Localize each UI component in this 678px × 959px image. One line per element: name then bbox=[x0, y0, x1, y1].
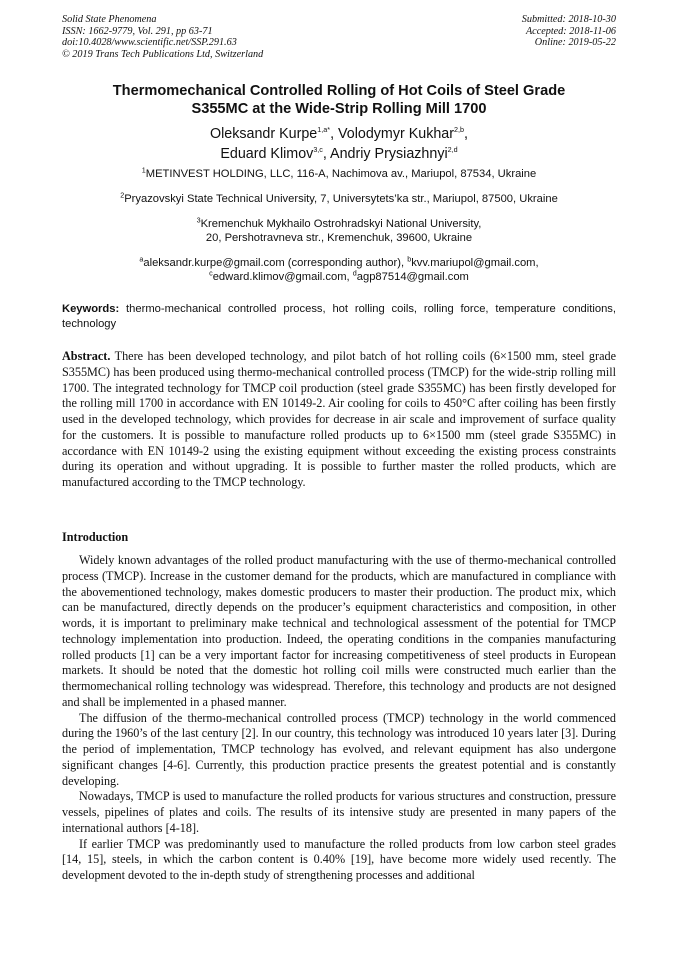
author-emails bbox=[62, 256, 616, 284]
author-sup: 3,c bbox=[313, 145, 323, 155]
paragraph: If earlier TMCP was predominantly used to manufacture the rolled products from low carbon steel grades [14, 15], steels, in which the carbon content is 0.40% [19], have become more widely used recently. The development devoted to the in-depth study of strengthening processes and additional bbox=[62, 836, 616, 882]
section-heading: Introduction bbox=[62, 530, 129, 544]
affiliation-text: Pryazovskyi State Technical University, 7, Universytets’ka str., Mariupol, 87500, Ukraine bbox=[124, 193, 558, 205]
copyright-line: © 2019 Trans Tech Publications Ltd, Switzerland bbox=[62, 48, 264, 60]
title-line-1: Thermomechanical Controlled Rolling of Hot Coils of Steel Grade bbox=[112, 83, 566, 99]
email-sup: a bbox=[139, 254, 144, 264]
email-sup: c bbox=[209, 268, 213, 278]
author-sup: 2,d bbox=[447, 145, 458, 155]
abstract-text: There has been developed technology, and pilot batch of hot rolling coils (6×1500 mm, steel grade S355MC) has been produced using thermo-mechanical controlled process (TMCP) for the wide-strip rolling mill 1700. The integrated technology for TMCP coil production (steel grade S355MC) has been firstly developed for the rolling mill 1700 in accordance with EN 10149-2. Air cooling for coils to 450°C after coiling has been firstly used in the developed technology, which provides for decrease in air scale and improvement of surface quality for the customers. It is possible to manufacture rolled products up to 6×1500 mm (steel grade S355MC) in accordance with EN 10149-2 using the existing equipment without exceeding the existing process constraints during its operation and without upgrading. It is possible to further master the rolled products, which are manufactured according to the TMCP technology. bbox=[62, 349, 616, 489]
email-text: aleksandr.kurpe@gmail.com (corresponding author), bbox=[143, 257, 408, 269]
keywords-label: Keywords: bbox=[62, 303, 120, 315]
affiliations bbox=[62, 167, 616, 295]
email-text: edward.klimov@gmail.com, bbox=[212, 271, 353, 283]
accepted-date: Accepted: 2018-11-06 bbox=[525, 25, 616, 37]
author-name: , Andriy Prysiazhnyi bbox=[322, 146, 448, 162]
author-sep: , bbox=[464, 126, 469, 142]
submission-dates bbox=[522, 14, 616, 49]
affiliation-sup: 2 bbox=[120, 190, 125, 200]
paragraph: Widely known advantages of the rolled product manufacturing with the use of thermo-mechanical controlled process (TMCP). Increase in the customer demand for the products, which are manufactured in compliance with the abovementioned technology, makes domestic producers to master their production. The product mix, which can be manufactured, directly depends on the producer’s equipment characteristics and composition, in other words, it is important to preliminary make technical and technological assessment of the potential for TMCP technology implementation into production. Indeed, the operating conditions in the companies manufacturing rolled products [1] can be a very important factor for increasing competitiveness of steel products in European markets. It should be noted that the domestic hot rolling coil mills were constructed much earlier than the thermomechanical rolling technology was widespread. Therefore, this technology and products are not designed and shall be implemented in a phased manner. bbox=[62, 553, 616, 709]
title-line-2: S355MC at the Wide-Strip Rolling Mill 1700 bbox=[191, 100, 487, 117]
author-sup: 2,b bbox=[454, 125, 465, 135]
journal-name: Solid State Phenomena bbox=[62, 14, 157, 25]
affiliation-sup: 3 bbox=[196, 215, 201, 225]
email-text: agp87514@gmail.com bbox=[356, 271, 469, 283]
author-line-2 bbox=[62, 144, 616, 164]
keywords bbox=[62, 302, 616, 331]
abstract bbox=[62, 349, 616, 491]
email-text: kvv.mariupol@gmail.com, bbox=[411, 257, 539, 269]
author-sup: 1,a* bbox=[317, 125, 331, 135]
online-date: Online: 2019-05-22 bbox=[534, 37, 616, 49]
submitted-date: Submitted: 2018-10-30 bbox=[521, 14, 616, 25]
email-sup: b bbox=[407, 254, 412, 264]
affiliation-text: METINVEST HOLDING, LLC, 116-A, Nachimova av., Mariupol, 87534, Ukraine bbox=[145, 168, 537, 180]
affiliation-sup: 1 bbox=[141, 165, 146, 175]
author-line-1 bbox=[62, 124, 616, 144]
keywords-text: thermo-mechanical controlled process, hot rolling coils, rolling force, temperature conditions, technology bbox=[62, 303, 616, 330]
journal-info bbox=[62, 14, 263, 60]
author-name: Eduard Klimov bbox=[220, 146, 314, 162]
paragraph: The diffusion of the thermo-mechanical controlled process (TMCP) technology in the world commenced during the 1960’s of the last century [2]. In our country, this technology was introduced 10 years later [3]. During the period of implementation, TMCP technology has evolved, and relevant equipment has also undergone significant changes [4-6]. Currently, this production practice presents the greatest potential and is constantly developing. bbox=[62, 710, 616, 788]
affiliation-address: 20, Pershotravneva str., Kremenchuk, 39600, Ukraine bbox=[205, 232, 473, 244]
affiliation-3 bbox=[62, 217, 616, 245]
abstract-label: Abstract. bbox=[62, 349, 111, 363]
affiliation-1 bbox=[62, 167, 616, 181]
affiliation-text: Kremenchuk Mykhailo Ostrohradskyi National University, bbox=[200, 218, 482, 230]
paragraph: Nowadays, TMCP is used to manufacture the rolled products for various structures and construction, pressure vessels, pipelines of plates and coils. The results of its intensive study are presented in many papers of the international authors [4-18]. bbox=[62, 789, 616, 835]
paper-title bbox=[62, 83, 616, 118]
email-sup: d bbox=[352, 268, 357, 278]
author-name: Oleksandr Kurpe bbox=[209, 126, 318, 142]
doi-line: doi:10.4028/www.scientific.net/SSP.291.63 bbox=[62, 37, 237, 49]
affiliation-2 bbox=[62, 192, 616, 206]
author-list bbox=[62, 124, 616, 164]
author-name: , Volodymyr Kukhar bbox=[330, 126, 455, 142]
issn-line: ISSN: 1662-9779, Vol. 291, pp 63-71 bbox=[62, 25, 213, 37]
introduction-body bbox=[62, 553, 616, 884]
